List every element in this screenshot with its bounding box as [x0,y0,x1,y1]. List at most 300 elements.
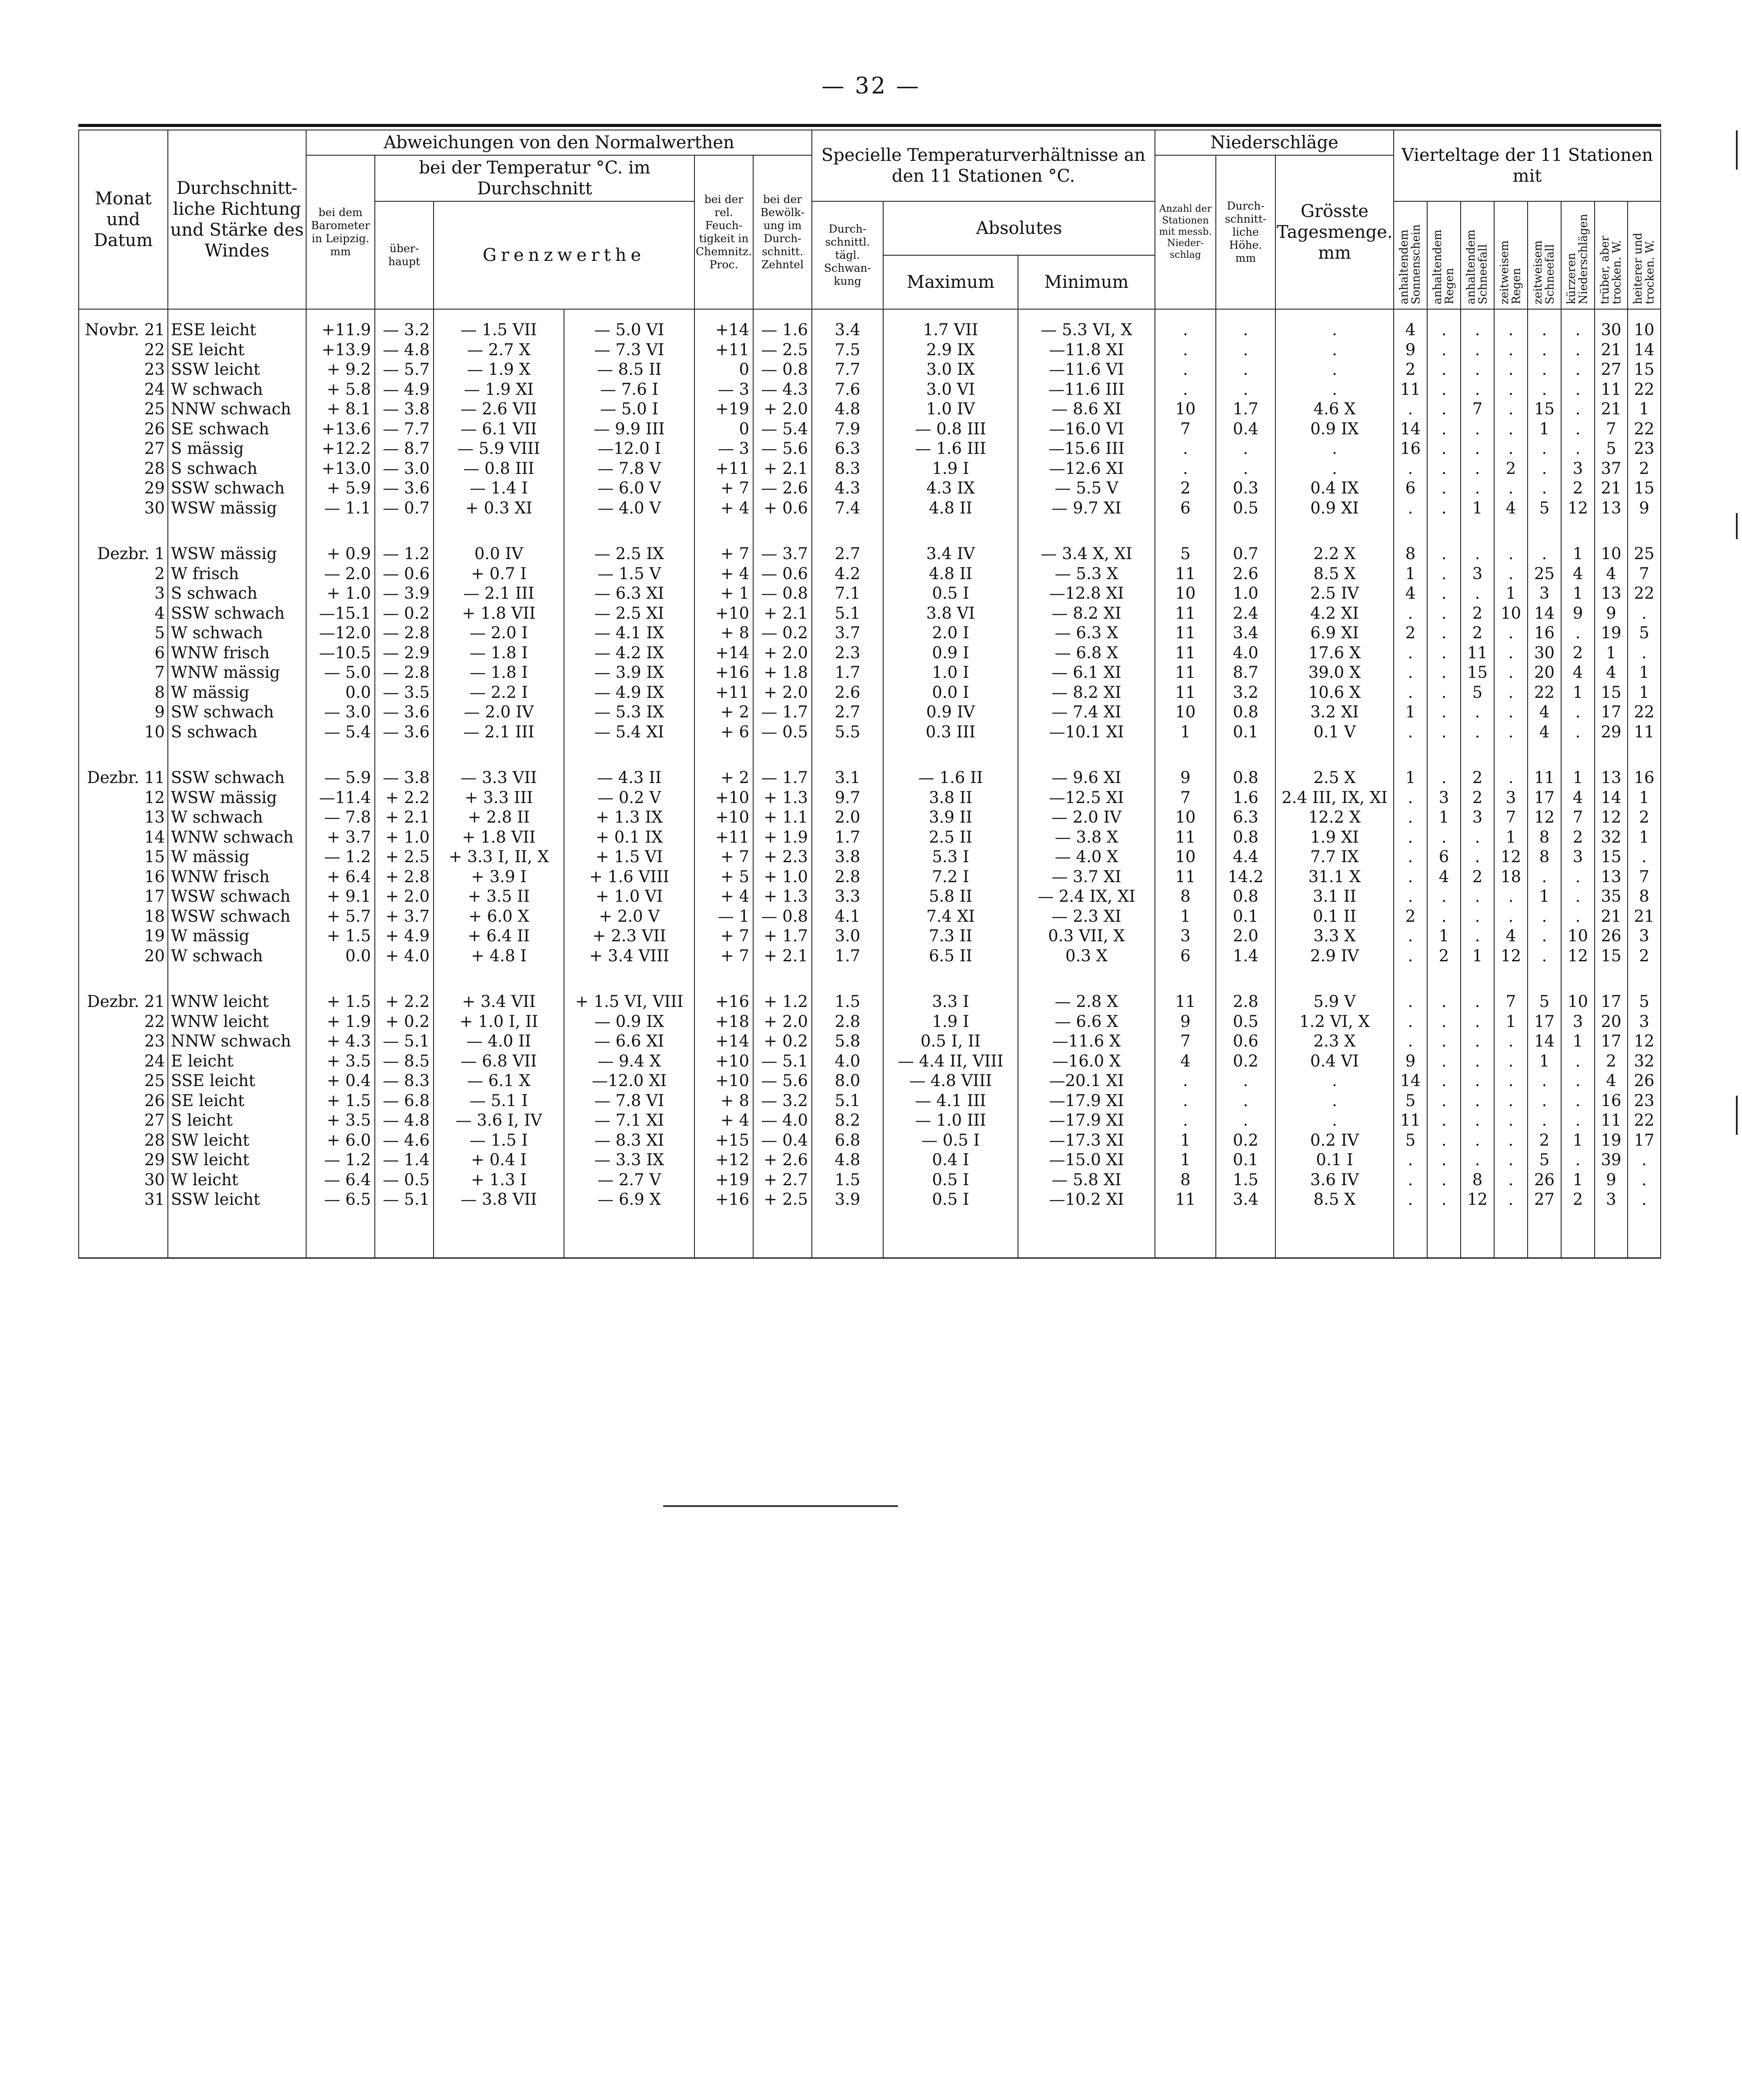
table-row [79,946,1661,966]
table-cell: 11 [1528,768,1561,788]
header-wind: Durchschnittliche Richtung und Stärke des Windes [168,130,306,309]
spacer-cell [168,518,306,544]
spacer-cell [79,518,168,544]
table-cell: . [1216,340,1275,360]
table-cell: — 2.5 IX [564,544,694,564]
table-cell: + 5.8 [306,380,375,400]
table-cell: — 4.0 X [1018,847,1155,867]
table-cell: . [1528,1110,1561,1130]
table-cell: — 4.0 [753,1110,812,1130]
table-cell: . [1427,768,1461,788]
table-cell: 10 [1561,926,1595,946]
table-cell: — 6.1 VII [434,419,564,439]
table-cell: 2 [79,564,168,584]
table-cell: . [1394,807,1427,827]
table-cell: 21 [1595,478,1628,498]
table-row [79,702,1661,722]
header-speciell: Specielle Temperaturverhältnisse an den 11 Stationen °C. [812,130,1155,201]
table-cell: 0.0 [306,946,375,966]
table-cell: + 1.2 [753,992,812,1012]
header-v-kurz-niederschlag: kürzeren Niederschlägen [1561,201,1595,309]
table-cell: — 1.2 [306,847,375,867]
spacer-cell [1427,1210,1461,1258]
table-cell: — 2.3 XI [1018,907,1155,927]
table-cell: — 1.7 [753,702,812,722]
table-cell: — 3.7 [753,544,812,564]
table-cell: —12.0 [306,623,375,643]
table-cell: + 6.4 II [434,926,564,946]
table-row [79,498,1661,518]
weather-table [78,130,1661,1259]
table-cell: 1.4 [1216,946,1275,966]
table-cell: — 2.0 I [434,623,564,643]
table-cell: . [1528,907,1561,927]
table-cell: . [1561,360,1595,380]
group-spacer [79,518,1661,544]
table-cell: . [1528,867,1561,887]
table-cell: . [1427,583,1461,603]
table-cell: . [1216,1091,1275,1111]
spacer-cell [1595,1210,1628,1258]
spacer-cell [1628,518,1661,544]
table-cell: . [1394,1150,1427,1170]
table-cell: 10 [1155,399,1216,419]
table-cell: . [1461,1130,1494,1150]
table-cell: — 1.5 V [564,564,694,584]
table-cell: 6 [1394,478,1427,498]
header-hoehe: Durchschnittliche Höhe. mm [1216,155,1275,309]
table-cell: 0.1 [1216,1150,1275,1170]
table-cell: 12 [79,788,168,808]
header-absolutes: Absolutes [883,201,1155,255]
table-cell: 2.9 IX [883,340,1018,360]
spacer-cell [1275,518,1394,544]
table-cell: 0.4 [1216,419,1275,439]
table-cell: 1 [1528,1051,1561,1071]
edge-mark [1736,130,1738,170]
table-cell: . [1461,419,1494,439]
table-cell: WSW mässig [168,788,306,808]
table-cell: — 0.9 IX [564,1012,694,1032]
header-monat: Monat und Datum [79,130,168,309]
table-cell: 5.1 [812,603,883,623]
table-cell: . [1427,439,1461,459]
table-cell: . [1155,459,1216,479]
table-cell: — 1.5 VII [434,309,564,340]
table-cell: 10 [1628,309,1661,340]
table-cell: —11.8 XI [1018,340,1155,360]
table-cell: 30 [79,498,168,518]
table-cell: . [1494,1190,1528,1210]
table-cell: 1 [1461,498,1494,518]
table-cell: — 5.9 VIII [434,439,564,459]
spacer-cell [375,966,434,992]
table-cell: W schwach [168,623,306,643]
spacer-cell [1494,742,1528,768]
table-cell: 3 [1628,926,1661,946]
table-cell: 1.0 IV [883,399,1018,419]
table-cell: +13.6 [306,419,375,439]
table-cell: 4 [1528,702,1561,722]
table-cell: . [1427,643,1461,663]
table-cell: . [1427,702,1461,722]
table-cell: + 4.3 [306,1031,375,1051]
table-cell: +16 [694,663,753,683]
table-cell: W schwach [168,380,306,400]
table-cell: — 3.0 [306,702,375,722]
table-cell: — 1.4 I [434,478,564,498]
spacer-cell [564,742,694,768]
table-cell: 7.4 XI [883,907,1018,927]
table-cell: — 2.5 XI [564,603,694,623]
table-cell: 2 [1427,946,1461,966]
table-cell: 4 [1394,309,1427,340]
spacer-cell [168,742,306,768]
table-cell: 1 [1561,683,1595,703]
table-cell: — 1.5 I [434,1130,564,1150]
table-row [79,867,1661,887]
spacer-cell [1561,742,1595,768]
table-cell: 2 [1494,459,1528,479]
table-cell: +18 [694,1012,753,1032]
table-cell: . [1394,1031,1427,1051]
table-cell: . [1628,643,1661,663]
table-cell: . [1494,623,1528,643]
table-cell: . [1427,478,1461,498]
table-row [79,887,1661,907]
table-cell: 19 [1595,623,1628,643]
table-cell: 7.3 II [883,926,1018,946]
page-number: — 32 — [821,73,921,99]
table-cell: 7.2 I [883,867,1018,887]
header-abweichungen: Abweichungen von den Normalwerthen [306,130,812,155]
table-cell: 25 [1628,544,1661,564]
table-cell: . [1394,663,1427,683]
table-cell: . [1528,309,1561,340]
table-cell: . [1394,788,1427,808]
table-cell: + 0.7 I [434,564,564,584]
table-cell: 4 [1595,564,1628,584]
table-cell: — 9.9 III [564,419,694,439]
table-cell: . [1461,459,1494,479]
table-cell: 2 [1528,1130,1561,1150]
table-cell: WSW mässig [168,498,306,518]
table-cell: — 7.8 VI [564,1091,694,1111]
table-cell: . [1461,1150,1494,1170]
table-cell: . [1461,992,1494,1012]
table-cell: 11 [1155,564,1216,584]
table-cell: 17 [1595,992,1628,1012]
header-niederschlaege: Niederschläge [1155,130,1394,155]
table-cell: 8.0 [812,1071,883,1091]
table-cell: —10.2 XI [1018,1190,1155,1210]
table-cell: E leicht [168,1051,306,1071]
spacer-cell [1628,742,1661,768]
table-cell: 2 [1628,946,1661,966]
table-cell: 12 [1628,1031,1661,1051]
table-cell: — 5.4 [753,419,812,439]
table-cell: 0.2 [1216,1130,1275,1150]
table-cell: + 2.1 [753,459,812,479]
table-cell: 3 [1155,926,1216,946]
table-cell: 22 [1628,380,1661,400]
table-cell: . [1427,340,1461,360]
table-cell: . [1427,419,1461,439]
table-cell: + 2.5 [375,847,434,867]
table-cell: . [1155,1110,1216,1130]
table-row [79,722,1661,742]
table-cell: + 2.0 [753,643,812,663]
table-cell: 1 [1155,907,1216,927]
table-cell: 2.0 [812,807,883,827]
table-cell: . [1561,1150,1595,1170]
table-cell: — 0.8 III [434,459,564,479]
table-cell: 0.5 I, II [883,1031,1018,1051]
table-cell: 15 [79,847,168,867]
table-cell: 1 [1155,1150,1216,1170]
table-cell: + 3.5 [306,1110,375,1130]
table-cell: 4.0 [812,1051,883,1071]
table-cell: 22 [1628,419,1661,439]
group-spacer [79,742,1661,768]
table-cell: 8 [1155,887,1216,907]
table-cell: — 8.3 [375,1071,434,1091]
table-cell: . [1561,399,1595,419]
table-cell: — 5.0 I [564,399,694,419]
table-cell: . [1494,309,1528,340]
table-row [79,683,1661,703]
table-cell: 14 [79,827,168,847]
table-cell: 15 [1595,683,1628,703]
table-cell: +19 [694,1170,753,1190]
table-cell: 13 [1595,867,1628,887]
table-cell: + 1.5 [306,1091,375,1111]
table-cell: NNW schwach [168,1031,306,1051]
table-cell: 26 [79,419,168,439]
table-cell: 1.7 VII [883,309,1018,340]
table-cell: 1.9 I [883,459,1018,479]
table-cell: 1 [1528,887,1561,907]
table-cell: 5 [1461,683,1494,703]
table-cell: + 1.0 [306,583,375,603]
table-cell: + 6.0 [306,1130,375,1150]
table-row [79,380,1661,400]
table-cell: 2.6 [1216,564,1275,584]
table-cell: — 2.0 IV [434,702,564,722]
table-cell: + 2 [694,702,753,722]
table-cell: + 1.1 [753,807,812,827]
table-cell: 0.8 [1216,887,1275,907]
table-cell: 5 [1394,1130,1427,1150]
table-cell: + 3.3 III [434,788,564,808]
table-cell: 11 [1155,643,1216,663]
table-cell: . [1461,1091,1494,1111]
table-cell: . [1216,360,1275,380]
table-cell: +11 [694,459,753,479]
table-cell: 17 [1528,788,1561,808]
table-cell: — 4.8 [375,1110,434,1130]
table-cell: — 5.9 [306,768,375,788]
table-cell: + 1.0 VI [564,887,694,907]
table-cell: — 3.6 [375,478,434,498]
table-cell: 5.9 V [1275,992,1394,1012]
table-cell: . [1494,340,1528,360]
table-cell: — 1.2 [375,544,434,564]
table-cell: . [1528,946,1561,966]
table-cell: 7.7 IX [1275,847,1394,867]
table-cell: 2 [1394,360,1427,380]
table-cell: 10 [1155,807,1216,827]
table-cell: . [1494,544,1528,564]
table-cell: . [1628,847,1661,867]
table-cell: 1 [1528,419,1561,439]
table-cell: — 5.4 XI [564,722,694,742]
table-cell: + 1.3 I [434,1170,564,1190]
table-cell: + 0.4 I [434,1150,564,1170]
table-cell: — 2.4 IX, XI [1018,887,1155,907]
table-row [79,847,1661,867]
table-cell: — 5.3 IX [564,702,694,722]
table-cell: . [1494,907,1528,927]
table-cell: + 1.5 [306,926,375,946]
table-cell: SE schwach [168,419,306,439]
header-minimum: Minimum [1018,255,1155,309]
table-cell: 27 [1528,1190,1561,1210]
table-cell: 1.6 [1216,788,1275,808]
table-cell: — 5.4 [306,722,375,742]
table-cell: 8 [1461,1170,1494,1190]
spacer-cell [1494,1210,1528,1258]
table-cell: 1.9 I [883,1012,1018,1032]
table-cell: + 1.0 [375,827,434,847]
table-cell: . [1427,564,1461,584]
table-cell: + 1.0 [753,867,812,887]
table-cell: 15 [1628,360,1661,380]
table-cell: 3.8 VI [883,603,1018,623]
table-cell: WSW mässig [168,544,306,564]
table-cell: — 7.3 VI [564,340,694,360]
table-cell: — 1.1 [306,498,375,518]
table-cell: — 0.6 [753,564,812,584]
table-cell: 4 [1561,663,1595,683]
table-cell: 11 [1155,623,1216,643]
table-cell: 18 [79,907,168,927]
table-cell: 25 [79,399,168,419]
table-cell: 4.6 X [1275,399,1394,419]
table-row [79,788,1661,808]
table-cell: + 5.7 [306,907,375,927]
table-cell: 3.3 I [883,992,1018,1012]
table-cell: 22 [1628,583,1661,603]
table-cell: 26 [1595,926,1628,946]
table-cell: 0.4 I [883,1150,1018,1170]
spacer-cell [1427,742,1461,768]
table-cell: 22 [79,340,168,360]
table-cell: 3.1 II [1275,887,1394,907]
table-cell: — 7.8 V [564,459,694,479]
table-cell: 0.9 I [883,643,1018,663]
table-cell: + 3.4 VIII [564,946,694,966]
table-cell: SSW schwach [168,603,306,623]
table-cell: — 2.0 IV [1018,807,1155,827]
table-cell: — 3 [694,380,753,400]
table-cell: . [1561,340,1595,360]
table-cell: 7.7 [812,360,883,380]
table-cell: + 1.8 [753,663,812,683]
table-cell: — 3.8 VII [434,1190,564,1210]
table-cell: . [1461,439,1494,459]
table-cell: 17 [1528,1012,1561,1032]
table-cell: — 1.9 XI [434,380,564,400]
spacer-cell [1528,742,1561,768]
table-cell: + 2 [694,768,753,788]
edge-mark [1736,1096,1738,1135]
table-cell: . [1394,926,1427,946]
table-cell: 1.5 [1216,1170,1275,1190]
table-cell: — 4.1 IX [564,623,694,643]
table-cell: Dezbr. 21 [79,992,168,1012]
table-cell: 3.8 [812,847,883,867]
footer-rule [663,1505,898,1507]
table-cell: —16.0 X [1018,1051,1155,1071]
table-cell: — 6.4 [306,1170,375,1190]
table-cell: 0.3 [1216,478,1275,498]
table-cell: —10.5 [306,643,375,663]
table-cell: . [1461,827,1494,847]
table-cell: 11 [1155,827,1216,847]
table-cell: 2.8 [812,867,883,887]
table-cell: . [1528,1071,1561,1091]
table-cell: — 5.8 XI [1018,1170,1155,1190]
table-cell: + 0.9 [306,544,375,564]
table-cell: + 6.0 X [434,907,564,927]
table-row [79,1031,1661,1051]
table-row [79,992,1661,1012]
table-cell: + 1.9 [306,1012,375,1032]
table-cell: . [1394,722,1427,742]
table-cell: 11 [1155,683,1216,703]
table-cell: 8.5 X [1275,1190,1394,1210]
table-cell: . [1561,887,1595,907]
table-cell: . [1155,1071,1216,1091]
table-cell: — 3.8 [375,768,434,788]
table-cell: 7 [1561,807,1595,827]
table-cell: 28 [79,459,168,479]
table-cell: . [1461,887,1494,907]
table-cell: 7.9 [812,419,883,439]
table-cell: — 5.3 VI, X [1018,309,1155,340]
table-cell: 29 [79,478,168,498]
table-cell: — 6.3 XI [564,583,694,603]
table-cell: . [1394,1012,1427,1032]
table-cell: . [1494,1150,1528,1170]
table-cell: — 4.0 V [564,498,694,518]
table-row [79,544,1661,564]
table-cell: 12 [1561,946,1595,966]
table-row [79,603,1661,623]
table-cell: — 0.4 [753,1130,812,1150]
table-cell: WNW mässig [168,663,306,683]
table-cell: — 5.1 I [434,1091,564,1111]
table-cell: —17.3 XI [1018,1130,1155,1150]
table-cell: ESE leicht [168,309,306,340]
table-cell: 1.7 [812,663,883,683]
table-cell: . [1461,478,1494,498]
table-cell: 7 [1155,1031,1216,1051]
table-cell: — 9.4 X [564,1051,694,1071]
table-cell: 19 [79,926,168,946]
table-cell: 3 [1595,1190,1628,1210]
